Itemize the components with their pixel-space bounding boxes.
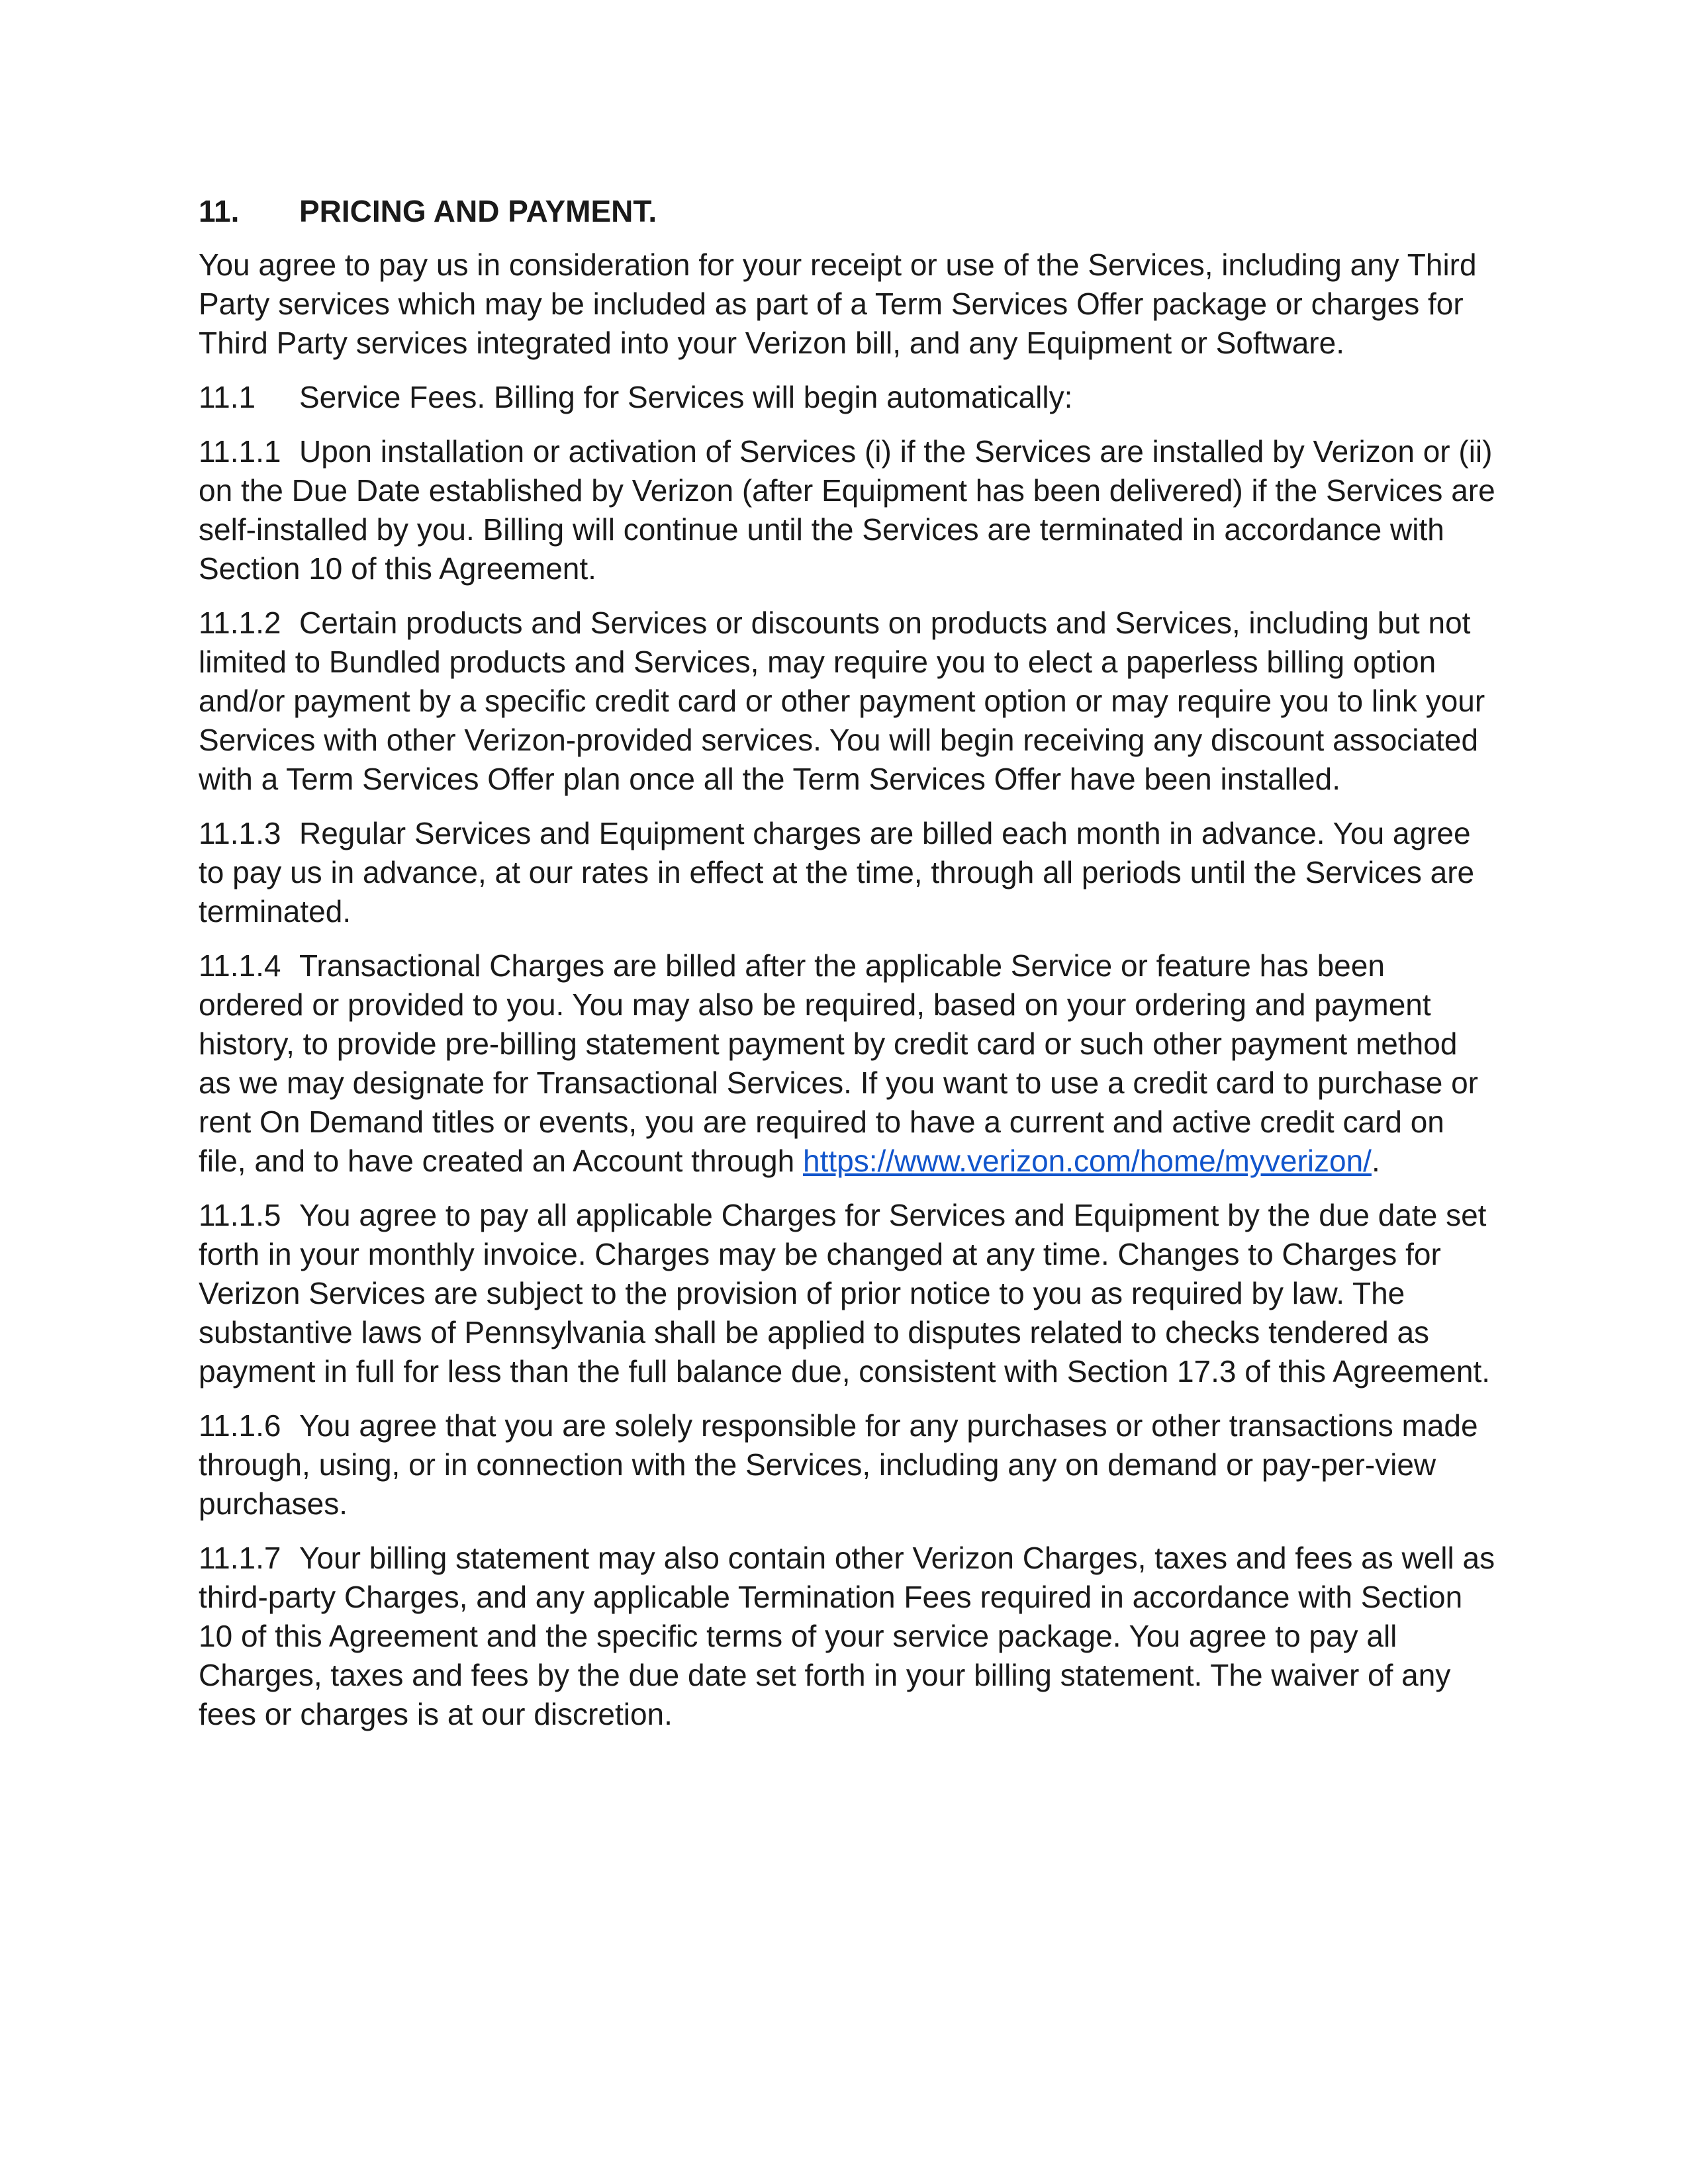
clause-trailing-period: . — [1371, 1144, 1380, 1178]
subsection-text: Service Fees. Billing for Services will begin automatically: — [299, 380, 1073, 414]
section-number: 11. — [199, 194, 240, 228]
clause-11-1-2 — [199, 604, 1496, 799]
clause-text: Certain products and Services or discounts on products and Services, including but not limited to Bundled products and Services, may require you to elect a paperless billing option and/or payment by a specific credit card or other payment option or may require you to link your Services with other Verizon-provided services. You will begin receiving any discount associated with a Term Services Offer plan once all the Term Services Offer have been installed. — [199, 606, 1485, 796]
clause-11-1-4 — [199, 946, 1496, 1181]
clause-number: 11.1.7 — [199, 1541, 281, 1575]
clause-text: You agree to pay all applicable Charges for Services and Equipment by the due date set forth in your monthly invoice. Charges may be changed at any time. Changes to Charges for Verizon Services are subject to the provision of prior notice to you as required by law. The substantive laws of Pennsylvania shall be applied to disputes related to checks tendered as payment in full for less than the full balance due, consistent with Section 17.3 of this Agreement. — [199, 1198, 1491, 1388]
section-title: PRICING AND PAYMENT. — [299, 194, 657, 228]
clause-11-1-6 — [199, 1406, 1496, 1524]
document-page — [199, 192, 1496, 1749]
clause-number: 11.1.2 — [199, 606, 281, 640]
clause-number: 11.1.3 — [199, 816, 281, 850]
clause-text: Transactional Charges are billed after the applicable Service or feature has been ordered or provided to you. You may also be required, based on your ordering and payment history, to provide pre-billing statement payment by credit card or such other payment method as we may designate for Transactional Services. If you want to use a credit card to purchase or rent On Demand titles or events, you are required to have a current and active credit card on file, and to have created an Account through — [199, 948, 1478, 1178]
clause-11-1-3 — [199, 814, 1496, 931]
clause-text: Regular Services and Equipment charges are billed each month in advance. You agree to pay us in advance, at our rates in effect at the time, through all periods until the Services are terminated. — [199, 816, 1475, 929]
clause-number: 11.1.5 — [199, 1198, 281, 1232]
clause-11-1-1 — [199, 432, 1496, 588]
myverizon-link[interactable]: https://www.verizon.com/home/myverizon/ — [802, 1144, 1372, 1178]
clause-11-1-7 — [199, 1539, 1496, 1734]
clause-text: Upon installation or activation of Services (i) if the Services are installed by Verizon or (ii) on the Due Date established by Verizon (after Equipment has been delivered) if the Services are self-installed by you. Billing will continue until the Services are terminated in accordance with Section 10 of this Agreement. — [199, 434, 1495, 586]
clause-number: 11.1.6 — [199, 1408, 281, 1443]
subsection-number: 11.1 — [199, 380, 256, 414]
section-heading — [199, 192, 1496, 231]
clause-11-1-5 — [199, 1196, 1496, 1391]
clause-number: 11.1.1 — [199, 434, 281, 469]
subsection-11-1 — [199, 378, 1496, 417]
intro-paragraph: You agree to pay us in consideration for your receipt or use of the Services, including any Third Party services which may be included as part of a Term Services Offer package or charges for Third Party services integrated into your Verizon bill, and any Equipment or Software. — [199, 248, 1477, 360]
clause-text: You agree that you are solely responsible for any purchases or other transactions made through, using, or in connection with the Services, including any on demand or pay-per-view purchases. — [199, 1408, 1478, 1521]
clause-number: 11.1.4 — [199, 948, 281, 983]
clause-text: Your billing statement may also contain other Verizon Charges, taxes and fees as well as third-party Charges, and any applicable Termination Fees required in accordance with Section 10 of this Agreement and the specific terms of your service package. You agree to pay all Charges, taxes and fees by the due date set forth in your billing statement. The waiver of any fees or charges is at our discretion. — [199, 1541, 1495, 1731]
